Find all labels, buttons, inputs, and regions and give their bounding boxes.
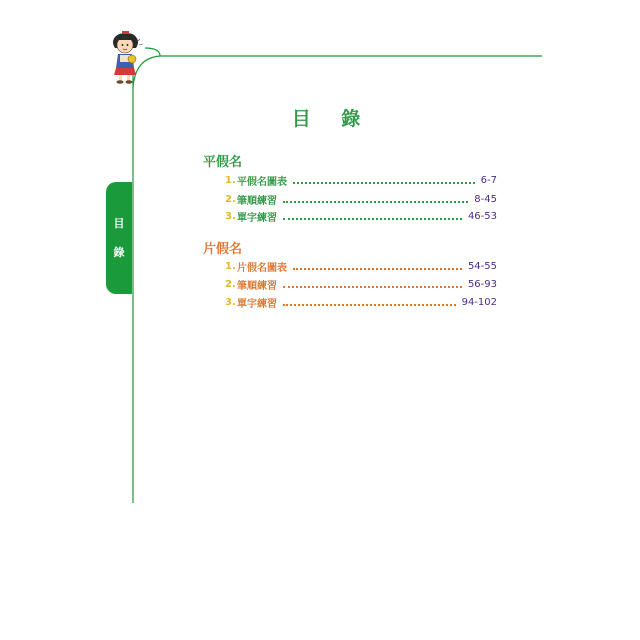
frame-top-line <box>145 48 542 56</box>
entry-label: 筆順練習 <box>237 280 277 292</box>
girl-mascot-illustration <box>106 28 146 86</box>
entry-label: 單字練習 <box>237 212 277 224</box>
entry-page-range: 54-55 <box>467 260 497 272</box>
dot-leader <box>293 268 462 270</box>
dot-leader <box>293 182 475 184</box>
section-title-katakana: 片假名 <box>203 242 243 257</box>
entry-number: 1. <box>225 174 236 186</box>
dot-leader <box>283 304 456 306</box>
entry-label: 平假名圖表 <box>237 176 287 188</box>
side-tab-char-2: 錄 <box>113 246 125 259</box>
dot-leader <box>283 201 468 203</box>
toc-entry-katakana-vocabulary[interactable] <box>225 294 497 310</box>
entry-page-range: 94-102 <box>461 296 497 308</box>
dot-leader <box>283 218 462 220</box>
dot-leader <box>283 286 462 288</box>
toc-entry-katakana-stroke-order[interactable] <box>225 276 497 292</box>
side-tab-char-1: 目 <box>113 217 125 230</box>
section-title-hiragana: 平假名 <box>203 155 243 170</box>
entry-label: 單字練習 <box>237 298 277 310</box>
entry-number: 2. <box>225 193 236 205</box>
entry-page-range: 56-93 <box>467 278 497 290</box>
entry-label: 筆順練習 <box>237 195 277 207</box>
entry-number: 3. <box>225 210 236 222</box>
toc-entry-hiragana-stroke-order[interactable] <box>225 191 497 207</box>
entry-number: 1. <box>225 260 236 272</box>
entry-page-range: 6-7 <box>480 174 497 186</box>
toc-entry-katakana-chart[interactable] <box>225 258 497 274</box>
toc-entry-hiragana-chart[interactable] <box>225 172 497 188</box>
entry-page-range: 8-45 <box>474 193 497 205</box>
entry-page-range: 46-53 <box>467 210 497 222</box>
page-title: 目 錄 <box>291 108 373 130</box>
entry-number: 2. <box>225 278 236 290</box>
toc-entry-hiragana-vocabulary[interactable] <box>225 208 497 224</box>
side-tab <box>106 182 132 294</box>
entry-number: 3. <box>225 296 236 308</box>
entry-label: 片假名圖表 <box>237 262 287 274</box>
